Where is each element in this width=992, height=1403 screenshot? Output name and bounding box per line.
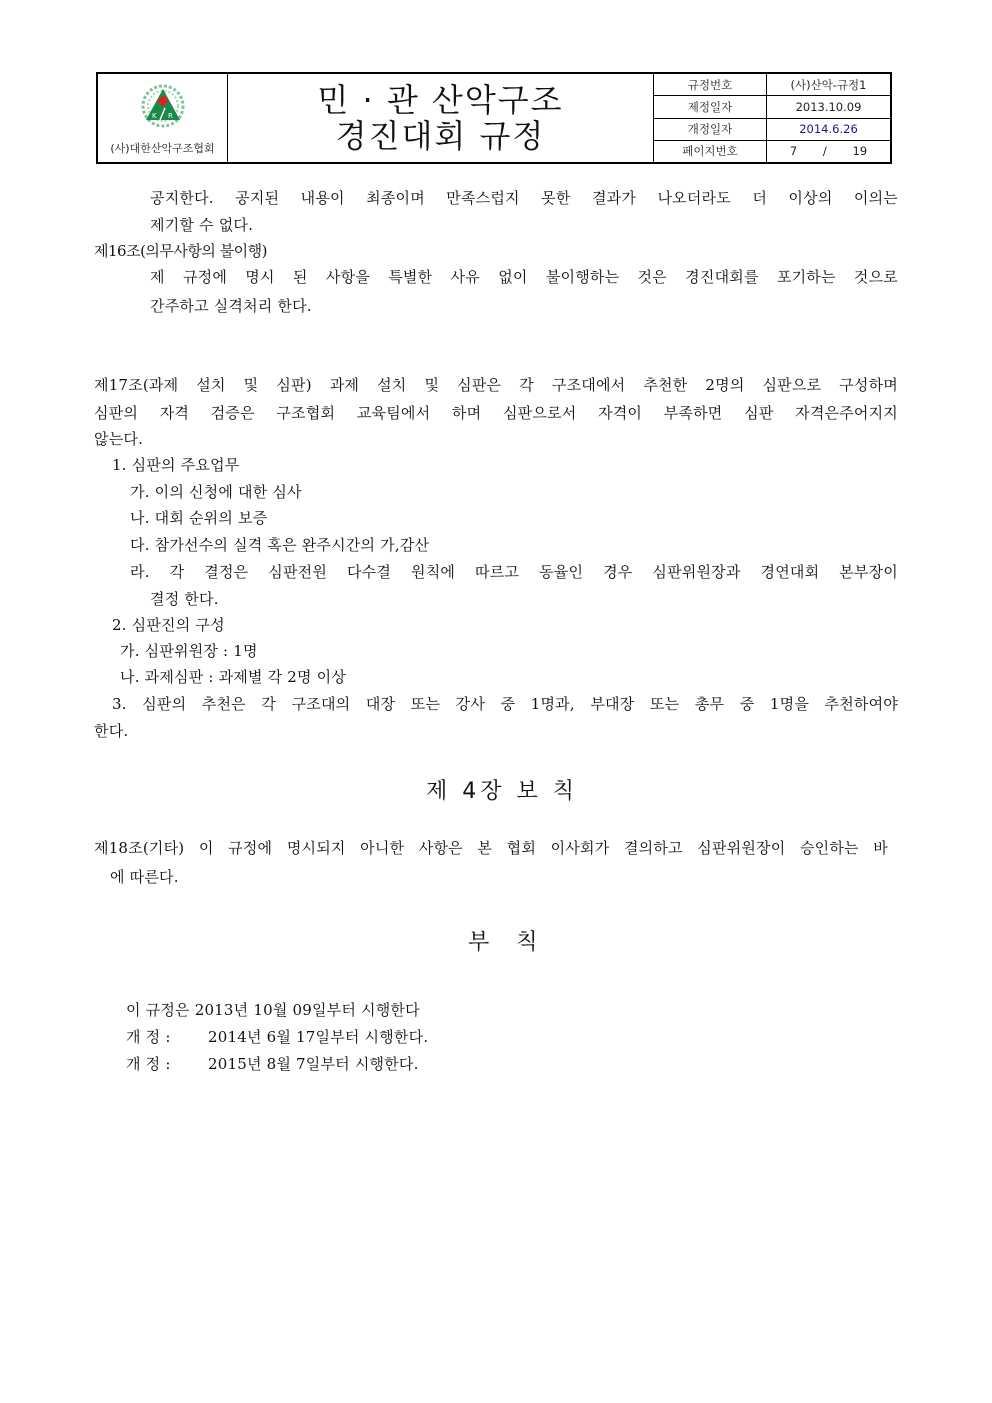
paragraph-line: 제기할 수 없다. (150, 216, 254, 234)
list-item-1: 1. 심판의 주요업무 (112, 456, 240, 474)
article-18-line: 에 따른다. (110, 868, 179, 886)
meta-label: 제정일자 (654, 96, 767, 117)
article-17-line: 제17조(과제 설치 및 심판) 과제 설치 및 심판은 각 구조대에서 추천한 2명의 심판으로 구성하며 (94, 376, 898, 394)
article-17-line: 심판의 자격 검증은 구조협회 교육팀에서 하며 심판으로서 자격이 부족하면 심판 자격은주어지지 (94, 404, 898, 422)
svg-text:K: K (151, 112, 157, 120)
logo-cell (98, 74, 228, 162)
total-pages: 19 (852, 144, 868, 159)
meta-row-enacted-date (654, 96, 890, 118)
organization-name: (사)대한산악구조협회 (110, 142, 215, 155)
paragraph-line: 공지한다. 공지된 내용이 최종이며 만족스럽지 못한 결과가 나오더라도 더 이상의 이의는 (150, 189, 898, 207)
article-17-line: 않는다. (94, 430, 144, 448)
list-item-3: 3. 심판의 추천은 각 구조대의 대장 또는 강사 중 1명과, 부대장 또는 총무 중 1명을 추천하여야 (112, 695, 898, 713)
list-item-1a: 가. 이의 신청에 대한 심사 (130, 483, 302, 501)
meta-value: 2014.6.26 (799, 122, 858, 137)
list-item-3-cont: 한다. (94, 722, 129, 740)
addendum-revision-label: 개 정 : (126, 1055, 171, 1073)
addendum-revision-label: 개 정 : (126, 1028, 171, 1046)
paragraph-line: 제 규정에 명시 된 사항을 특별한 사유 없이 불이행하는 것은 경진대회를 포기하는 것으로 (150, 268, 898, 286)
document-meta-cell (654, 74, 890, 162)
article-16-title: 제16조(의무사항의 불이행) (94, 242, 267, 260)
meta-label: 페이지번호 (654, 141, 767, 162)
current-page: 7 (789, 144, 798, 159)
meta-value (767, 141, 890, 162)
document-title-line-1: 민 · 관 산악구조 (317, 81, 564, 119)
meta-label: 규정번호 (654, 74, 767, 95)
list-item-1d-cont: 결정 한다. (150, 590, 219, 608)
svg-text:R: R (167, 112, 173, 120)
list-item-2b: 나. 과제심판 : 과제별 각 2명 이상 (120, 668, 347, 686)
document-title-cell (228, 74, 654, 162)
meta-value: (사)산악-규정1 (790, 77, 867, 92)
paragraph-line: 간주하고 실격처리 한다. (150, 297, 312, 315)
addendum-line: 이 규정은 2013년 10월 09일부터 시행한다 (126, 1001, 420, 1019)
meta-label: 개정일자 (654, 119, 767, 140)
chapter-4-heading: 제 4장 보 칙 (426, 779, 578, 804)
list-item-1c: 다. 참가선수의 실격 혹은 완주시간의 가,감산 (130, 536, 430, 554)
document-title-line-2: 경진대회 규정 (335, 117, 546, 155)
article-18-line: 제18조(기타) 이 규정에 명시되지 아니한 사항은 본 협회 이사회가 결의하고 심판위원장이 승인하는 바 (94, 839, 888, 857)
list-item-2a: 가. 심판위원장 : 1명 (120, 642, 258, 660)
meta-row-page-number (654, 141, 890, 162)
addendum-revision-text: 2015년 8월 7일부터 시행한다. (208, 1055, 419, 1073)
document-header-table (96, 72, 892, 164)
association-logo-icon (141, 84, 185, 128)
page-separator: / (822, 144, 827, 159)
list-item-1b: 나. 대회 순위의 보증 (130, 509, 268, 527)
meta-row-regulation-number (654, 74, 890, 96)
addendum-revision-text: 2014년 6월 17일부터 시행한다. (208, 1028, 429, 1046)
meta-row-revised-date (654, 119, 890, 141)
list-item-2: 2. 심판진의 구성 (112, 616, 225, 634)
addendum-heading: 부 칙 (468, 930, 548, 955)
meta-value: 2013.10.09 (795, 99, 862, 114)
list-item-1d: 라. 각 결정은 심판전원 다수결 원칙에 따르고 동율인 경우 심판위원장과 경연대회 본부장이 (130, 563, 898, 581)
